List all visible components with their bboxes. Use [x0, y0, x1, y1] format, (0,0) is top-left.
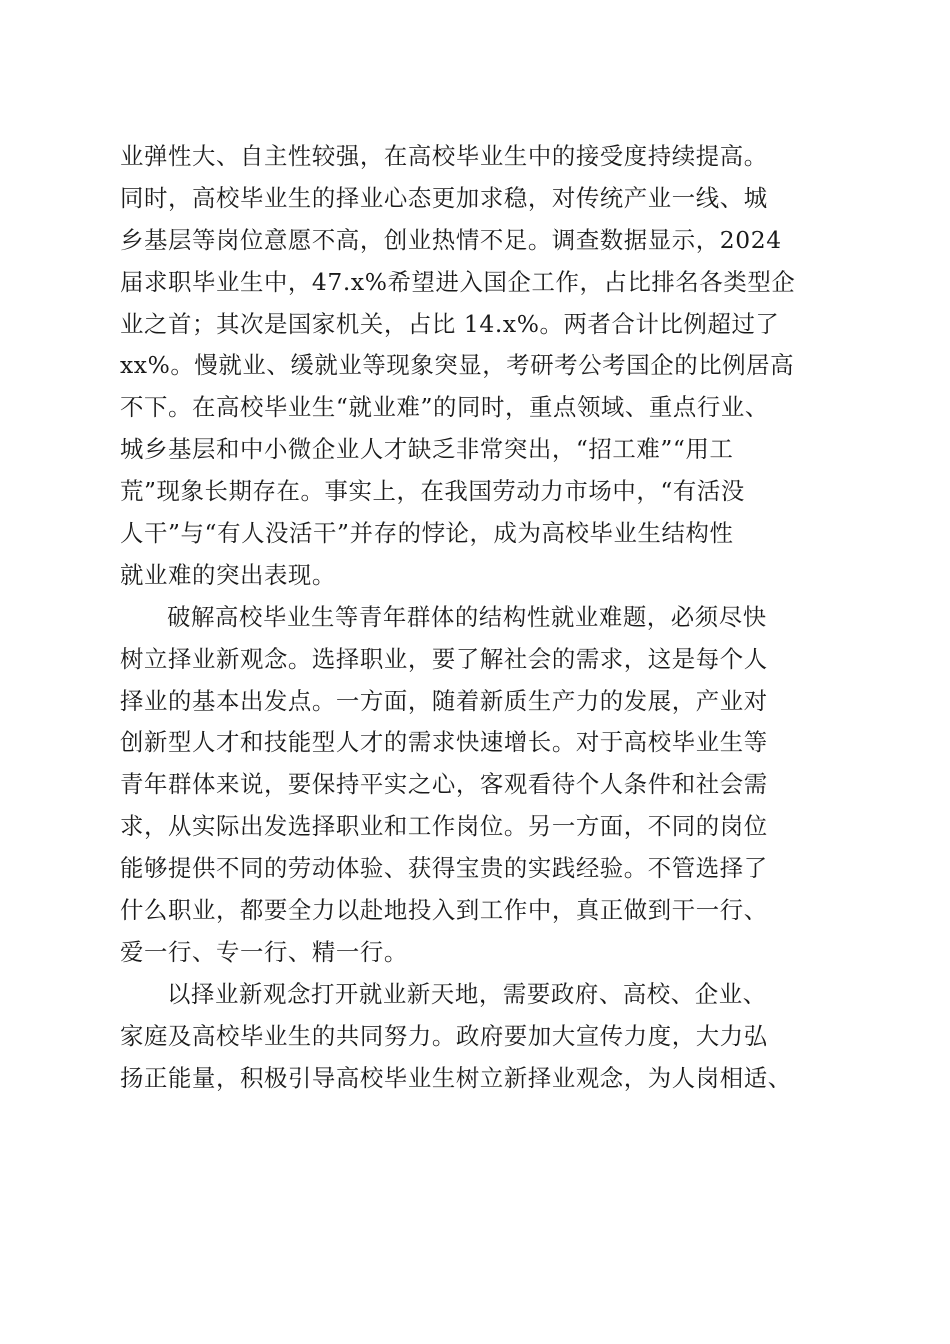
- text-line: 业弹性大、自主性较强，在高校毕业生中的接受度持续提高。: [120, 142, 768, 170]
- text-line: 青年群体来说，要保持平实之心，客观看待个人条件和社会需: [120, 770, 768, 799]
- text-line: xx%。慢就业、缓就业等现象突显，考研考公考国企的比例居高: [120, 351, 795, 380]
- text-line: 什么职业，都要全力以赴地投入到工作中，真正做到干一行、: [120, 896, 768, 925]
- paragraph-2: [120, 597, 830, 974]
- text-line: 同时，高校毕业生的择业心态更加求稳，对传统产业一线、城: [120, 183, 768, 212]
- paragraph-1: [120, 136, 830, 597]
- text-line: 以择业新观念打开就业新天地，需要政府、高校、企业、: [167, 979, 767, 1008]
- text-line: 届求职毕业生中，47.x%希望进入国企工作，占比排名各类型企: [120, 267, 796, 296]
- text-line: 求，从实际出发选择职业和工作岗位。另一方面，不同的岗位: [120, 812, 768, 841]
- text-line: 荒”现象长期存在。事实上，在我国劳动力市场中，“有活没: [120, 477, 745, 506]
- text-line: 人干”与“有人没活干”并存的悖论，成为高校毕业生结构性: [120, 519, 734, 548]
- text-line: 创新型人才和技能型人才的需求快速增长。对于高校毕业生等: [120, 728, 768, 757]
- text-line: 爱一行、专一行、精一行。: [120, 937, 408, 966]
- text-line: 家庭及高校毕业生的共同努力。政府要加大宣传力度，大力弘: [120, 1021, 768, 1050]
- text-line: 能够提供不同的劳动体验、获得宝贵的实践经验。不管选择了: [120, 854, 768, 883]
- body-text: [120, 136, 830, 1099]
- text-line: 树立择业新观念。选择职业，要了解社会的需求，这是每个人: [120, 644, 768, 673]
- text-line: 扬正能量，积极引导高校毕业生树立新择业观念，为人岗相适、: [120, 1063, 792, 1092]
- text-line: 业之首；其次是国家机关，占比 14.x%。两者合计比例超过了: [120, 309, 780, 338]
- text-line: 破解高校毕业生等青年群体的结构性就业难题，必须尽快: [167, 602, 767, 631]
- text-line: 就业难的突出表现。: [120, 560, 336, 589]
- text-line: 城乡基层和中小微企业人才缺乏非常突出，“招工难”“用工: [120, 435, 734, 464]
- paragraph-3: [120, 974, 830, 1100]
- text-line: 不下。在高校毕业生“就业难”的同时，重点领域、重点行业、: [120, 393, 769, 422]
- text-line: 择业的基本出发点。一方面，随着新质生产力的发展，产业对: [120, 686, 768, 715]
- text-line: 乡基层等岗位意愿不高，创业热情不足。调查数据显示，2024: [120, 225, 782, 254]
